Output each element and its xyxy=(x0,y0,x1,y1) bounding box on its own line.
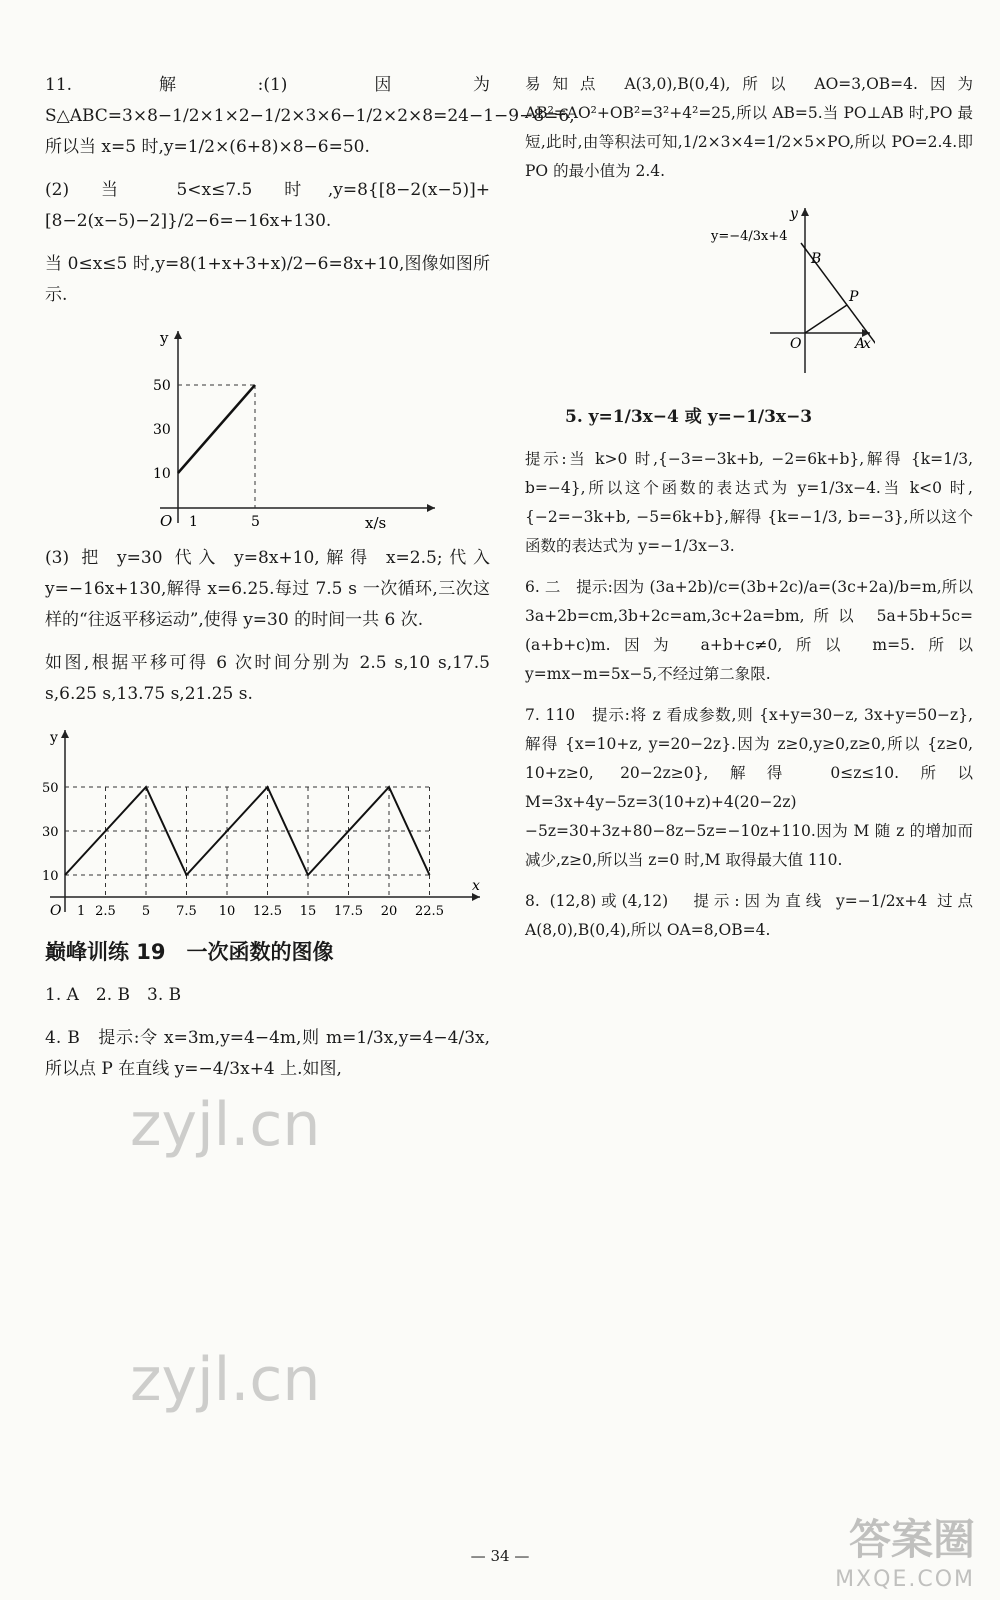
fig2-ytick: 30 xyxy=(42,825,59,840)
fig2-x-arrow xyxy=(472,893,480,901)
fig2-xtick: 7.5 xyxy=(176,904,197,919)
answer-4: 4. B 提示:令 x=3m,y=4−4m,则 m=1/3x,y=4−4/3x,所以点 P 在直线 y=−4/3x+4 上.如图, xyxy=(45,1028,490,1079)
watermark-url: MXQE.COM xyxy=(835,1567,975,1592)
watermark-corner xyxy=(835,1507,975,1592)
fig1-xtick: 1 xyxy=(189,514,198,530)
answer-11-part2-cont: 当 0≤x≤5 时,y=8(1+x+3+x)/2−6=8x+10,图像如图所示. xyxy=(45,254,490,305)
answer-11-part2: (2) 当 5<x≤7.5 时,y=8{[8−2(x−5)]+[8−2(x−5)−2]}/2−6=−16x+130. xyxy=(45,180,490,231)
fig2-xtick: 2.5 xyxy=(95,904,116,919)
answer-6: 6. 二 提示:因为 (3a+2b)/c=(3b+2c)/a=(3c+2a)/b=m,所以 3a+2b=cm,3b+2c=am,3c+2a=bm,所以 5a+5b+5c=(a+b+c)m.因为 a+b+c≠0,所以 m=5.所以 y=mx−m=5x−5,不经过第二象限. xyxy=(525,578,973,683)
answer-7: 7. 110 提示:将 z 看成参数,则 {x+y=30−z, 3x+y=50−z},解得 {x=10+z, y=20−2z}.因为 z≥0,y≥0,z≥0,所以 {z≥0, 10+z≥0, 20−2z≥0},解得 0≤z≤10.所以 M=3x+4y−5z=3(10+z)+4(20−2z)−5z=30+3z+80−8z−5z=−10z+110.因为 M 随 z 的增加而减少,z≥0,所以当 z=0 时,M 取得最大值 110. xyxy=(525,706,973,869)
fig1-xtick: 5 xyxy=(251,514,260,530)
answer-8: 8. (12,8)或(4,12) 提示:因为直线 y=−1/2x+4 过点 A(8,0),B(0,4),所以 OA=8,OB=4. xyxy=(525,892,973,939)
fig2-xtick: 12.5 xyxy=(253,904,282,919)
fig2-ytick: 50 xyxy=(42,781,59,796)
fig2-y-arrow xyxy=(61,730,69,738)
answer-4-continued: 易知点 A(3,0),B(0,4),所以 AO=3,OB=4.因为 AB²=AO²+OB²=3²+4²=25,所以 AB=5.当 PO⊥AB 时,PO 最短,此时,由等积法可知,1/2×3×4=1/2×5×PO,所以 PO=2.4.即 PO 的最小值为 2.4. xyxy=(525,75,973,180)
fig2-xtick: 10 xyxy=(218,904,236,919)
fig2-xtick: 15 xyxy=(299,904,317,919)
fig3-point-p: P xyxy=(849,289,859,305)
right-column xyxy=(525,70,973,957)
fig1-origin: O xyxy=(160,512,173,530)
fig2-xtick: 1 xyxy=(77,904,86,919)
watermark-logo: zyjl.cn xyxy=(130,1345,321,1415)
fig2-xtick: 5 xyxy=(141,904,151,919)
fig2-xtick: 20 xyxy=(380,904,398,919)
fig1-ytick: 10 xyxy=(153,466,171,482)
answer-5: 5. y=1/3x−4 或 y=−1/3x−3 xyxy=(565,407,813,427)
fig2-xtick: 22.5 xyxy=(415,904,444,919)
watermark-logo: zyjl.cn xyxy=(130,1090,321,1160)
fig1-ytick: 30 xyxy=(153,422,171,438)
section-title: 巅峰训练 19 一次函数的图像 xyxy=(45,940,334,964)
figure-1-line-graph xyxy=(115,323,445,533)
fig2-y-label: y xyxy=(50,730,58,746)
fig1-y-label: y xyxy=(160,329,169,347)
fig3-origin: O xyxy=(790,336,802,352)
answer-5-hint: 提示:当 k>0 时,{−3=−3k+b, −2=6k+b},解得 {k=1/3, b=−4},所以这个函数的表达式为 y=1/3x−4.当 k<0 时,{−2=−3k+b, −5=6k+b},解得 {k=−1/3, b=−3},所以这个函数的表达式为 y=−1/3x−3. xyxy=(525,450,973,555)
fig2-ytick: 10 xyxy=(42,869,59,884)
fig2-origin: O xyxy=(50,903,62,919)
answer-11-part3: (3) 把 y=30 代入 y=8x+10,解得 x=2.5;代入 y=−16x+130,解得 x=6.25.每过 7.5 s 一次循环,三次这样的“往返平移运动”,使得 y=30 的时间一共 6 次. xyxy=(45,548,490,630)
fig3-point-a: A xyxy=(855,336,866,352)
fig2-x-label: x xyxy=(472,878,480,894)
answers-1-3: 1. A 2. B 3. B xyxy=(45,985,182,1005)
figure-2-zigzag-graph xyxy=(40,722,485,922)
fig3-x-label: x xyxy=(863,336,871,352)
watermark-brand: 答案圈 xyxy=(848,1515,975,1564)
fig3-point-b: B xyxy=(811,251,822,267)
answer-11-part1: 11. 解:(1) 因为 S△ABC=3×8−1/2×1×2−1/2×3×6−1/2×2×8=24−1−9−8=6,所以当 x=5 时,y=1/2×(6+8)×8−6=50. xyxy=(45,75,575,157)
fig2-xtick: 17.5 xyxy=(334,904,363,919)
fig2-zigzag-series xyxy=(65,787,430,875)
fig1-x-label: x/s xyxy=(365,514,387,532)
fig3-y-label: y xyxy=(790,206,798,222)
figure-3-line-and-point xyxy=(615,198,875,388)
fig3-line-label: y=−4/3x+4 xyxy=(711,229,788,244)
answer-11-times: 如图,根据平移可得 6 次时间分别为 2.5 s,10 s,17.5 s,6.25 s,13.75 s,21.25 s. xyxy=(45,653,490,704)
page-number-value: 34 xyxy=(490,1547,510,1565)
page-number: — 34 — xyxy=(470,1547,530,1565)
left-column xyxy=(42,70,575,1097)
fig1-ytick: 50 xyxy=(153,378,171,394)
